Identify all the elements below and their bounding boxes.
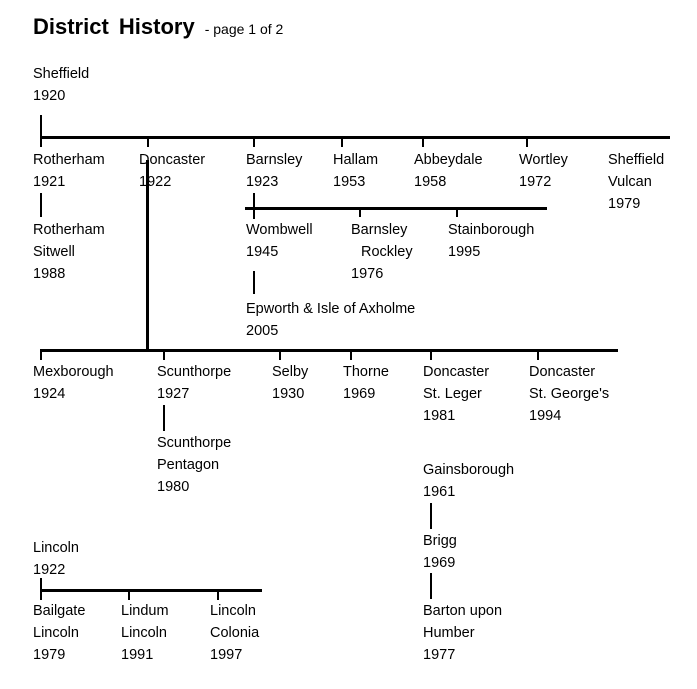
connector-tick-barnsley-rockley [359, 209, 361, 217]
node-epworth: Epworth & Isle of Axholme 2005 [246, 301, 416, 339]
node-doncaster: Doncaster 1922 [139, 152, 206, 190]
connector-tick-abbeydale [422, 138, 424, 147]
connector-tick-st-leger [430, 351, 432, 360]
node-gainsborough: Gainsborough 1961 [423, 462, 515, 500]
node-barnsley-rockley: Barnsley Rockley 1976 [351, 222, 413, 282]
connector-tick-rotherham [40, 138, 42, 147]
node-sheffield-vulcan: Sheffield Vulcan 1979 [608, 152, 665, 212]
connector-barnsley-bar [245, 207, 547, 210]
node-lindum-lincoln: Lindum Lincoln 1991 [121, 603, 169, 663]
connector-main-bar [40, 136, 670, 139]
connector-tick-thorne [350, 351, 352, 360]
node-sheffield: Sheffield 1920 [33, 66, 90, 104]
node-brigg: Brigg 1969 [423, 533, 457, 571]
connector-tick-selby [279, 351, 281, 360]
node-abbeydale: Abbeydale 1958 [414, 152, 483, 190]
connector-rotherham-sitwell [40, 193, 42, 217]
connector-tick-barnsley [253, 138, 255, 147]
node-barnsley: Barnsley 1923 [246, 152, 303, 190]
node-wombwell: Wombwell 1945 [246, 222, 313, 260]
connector-tick-scunthorpe [163, 351, 165, 360]
node-rotherham-sitwell: Rotherham Sitwell 1988 [33, 222, 105, 282]
node-wortley: Wortley 1972 [519, 152, 568, 190]
connector-lincoln-bar [40, 589, 262, 592]
node-mexborough: Mexborough 1924 [33, 364, 114, 402]
connector-tick-wortley [526, 138, 528, 147]
node-scunthorpe-pentagon: Scunthorpe Pentagon 1980 [157, 435, 232, 495]
node-lincoln: Lincoln 1922 [33, 540, 79, 578]
node-hallam: Hallam 1953 [333, 152, 379, 190]
node-thorne: Thorne 1969 [343, 364, 389, 402]
connector-barnsley-stem [253, 193, 255, 219]
connector-tick-hallam [341, 138, 343, 147]
connector-tick-lindum [128, 591, 130, 600]
connector-tick-mexborough [40, 351, 42, 360]
connector-tick-doncaster [147, 138, 149, 147]
node-doncaster-st-georges: Doncaster St. George's 1994 [529, 364, 610, 424]
connector-tick-colonia [217, 591, 219, 600]
connector-gainsborough-brigg [430, 503, 432, 529]
node-bailgate-lincoln: Bailgate Lincoln 1979 [33, 603, 86, 663]
node-barton-upon-humber: Barton upon Humber 1977 [423, 603, 503, 663]
connector-wombwell-epworth [253, 271, 255, 294]
node-doncaster-st-leger: Doncaster St. Leger 1981 [423, 364, 490, 424]
node-selby: Selby 1930 [272, 364, 309, 402]
title-main: District History [33, 14, 195, 39]
connector-doncaster-bar [40, 349, 618, 352]
node-rotherham: Rotherham 1921 [33, 152, 105, 190]
node-lincoln-colonia: Lincoln Colonia 1997 [210, 603, 260, 663]
connector-brigg-barton [430, 573, 432, 599]
page-title [33, 14, 283, 40]
connector-tick-st-georges [537, 351, 539, 360]
node-scunthorpe: Scunthorpe 1927 [157, 364, 232, 402]
title-subtitle: - page 1 of 2 [204, 21, 284, 37]
connector-scunthorpe-pentagon [163, 405, 165, 431]
connector-sheffield-stem [40, 115, 42, 138]
connector-tick-stainborough [456, 209, 458, 217]
node-stainborough: Stainborough 1995 [448, 222, 535, 260]
